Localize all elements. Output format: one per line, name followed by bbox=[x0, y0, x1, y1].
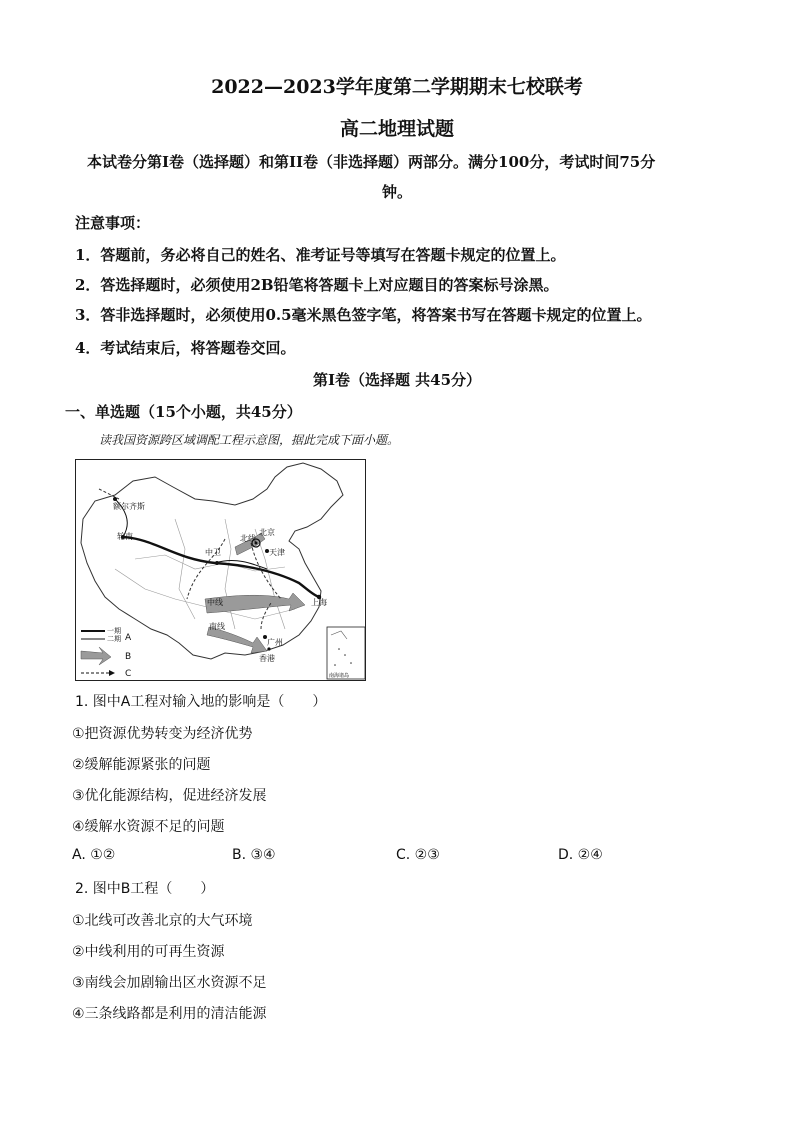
statement: ①把资源优势转变为经济优势 bbox=[72, 726, 253, 742]
intro-line-2: 钟。 bbox=[382, 183, 413, 201]
label-guangzhou: 广州 bbox=[267, 638, 283, 647]
label-nanxian: 南线 bbox=[209, 622, 225, 631]
question-1-stem: 1. 图中A工程对输入地的影响是（ ） bbox=[75, 694, 327, 710]
notice-heading: 注意事项： bbox=[75, 214, 151, 232]
statement: ②中线利用的可再生资源 bbox=[72, 944, 225, 960]
section-heading: 一、单选题（15个小题，共45分） bbox=[65, 403, 302, 421]
statement: ②缓解能源紧张的问题 bbox=[72, 757, 211, 773]
option-d: D. ②④ bbox=[558, 847, 603, 863]
svg-text:A: A bbox=[125, 633, 132, 643]
resource-transfer-map bbox=[75, 459, 366, 681]
svg-text:B: B bbox=[125, 652, 132, 662]
option-b: B. ③④ bbox=[232, 847, 276, 863]
statement: ④三条线路都是利用的清洁能源 bbox=[72, 1006, 267, 1022]
option-c: C. ②③ bbox=[396, 847, 440, 863]
svg-text:一期: 一期 bbox=[107, 627, 121, 635]
label-erqisi: 额尔齐斯 bbox=[113, 502, 145, 511]
statement: ①北线可改善北京的大气环境 bbox=[72, 913, 253, 929]
label-shanghai: 上海 bbox=[311, 598, 327, 607]
svg-text:C: C bbox=[125, 669, 132, 679]
label-beijing: 北京 bbox=[259, 528, 275, 537]
label-tianjin: 天津 bbox=[269, 548, 285, 557]
intro-line-1: 本试卷分第Ⅰ卷（选择题）和第II卷（非选择题）两部分。满分100分，考试时间75分 bbox=[87, 153, 656, 171]
south-sea-inset bbox=[327, 627, 365, 679]
statement: ③南线会加剧输出区水资源不足 bbox=[72, 975, 267, 991]
label-xianggang: 香港 bbox=[259, 654, 275, 663]
svg-text:南海诸岛: 南海诸岛 bbox=[329, 673, 350, 679]
statement: ④缓解水资源不足的问题 bbox=[72, 819, 225, 835]
page-title: 2022—2023学年度第二学期期末七校联考 bbox=[211, 76, 583, 98]
label-zhongxian: 中线 bbox=[207, 598, 223, 607]
label-zhongwei: 中卫 bbox=[205, 548, 221, 557]
part1-heading: 第Ⅰ卷（选择题 共45分） bbox=[312, 371, 482, 389]
city-xianggang bbox=[267, 647, 270, 650]
city-erqisi bbox=[113, 497, 117, 501]
statement: ③优化能源结构，促进经济发展 bbox=[72, 788, 267, 804]
city-zhongwei bbox=[215, 561, 219, 565]
svg-text:二期: 二期 bbox=[107, 635, 121, 643]
instruction: 读我国资源跨区域调配工程示意图，据此完成下面小题。 bbox=[99, 433, 400, 447]
notice-item: 3．答非选择题时，必须使用0.5毫米黑色签字笔，将答案书写在答题卡规定的位置上。 bbox=[75, 306, 652, 324]
notice-item: 1．答题前，务必将自己的姓名、准考证号等填写在答题卡规定的位置上。 bbox=[75, 246, 566, 264]
label-lunnan: 轮南 bbox=[117, 532, 133, 541]
page-subtitle: 高二地理试题 bbox=[339, 118, 454, 140]
question-2-stem: 2. 图中B工程（ ） bbox=[75, 881, 215, 897]
notice-item: 2．答选择题时，必须使用2B铅笔将答题卡上对应题目的答案标号涂黑。 bbox=[75, 276, 559, 294]
notice-item: 4．考试结束后，将答题卷交回。 bbox=[75, 339, 296, 357]
label-beixian: 北线 bbox=[240, 534, 256, 543]
option-a: A. ①② bbox=[72, 847, 116, 863]
